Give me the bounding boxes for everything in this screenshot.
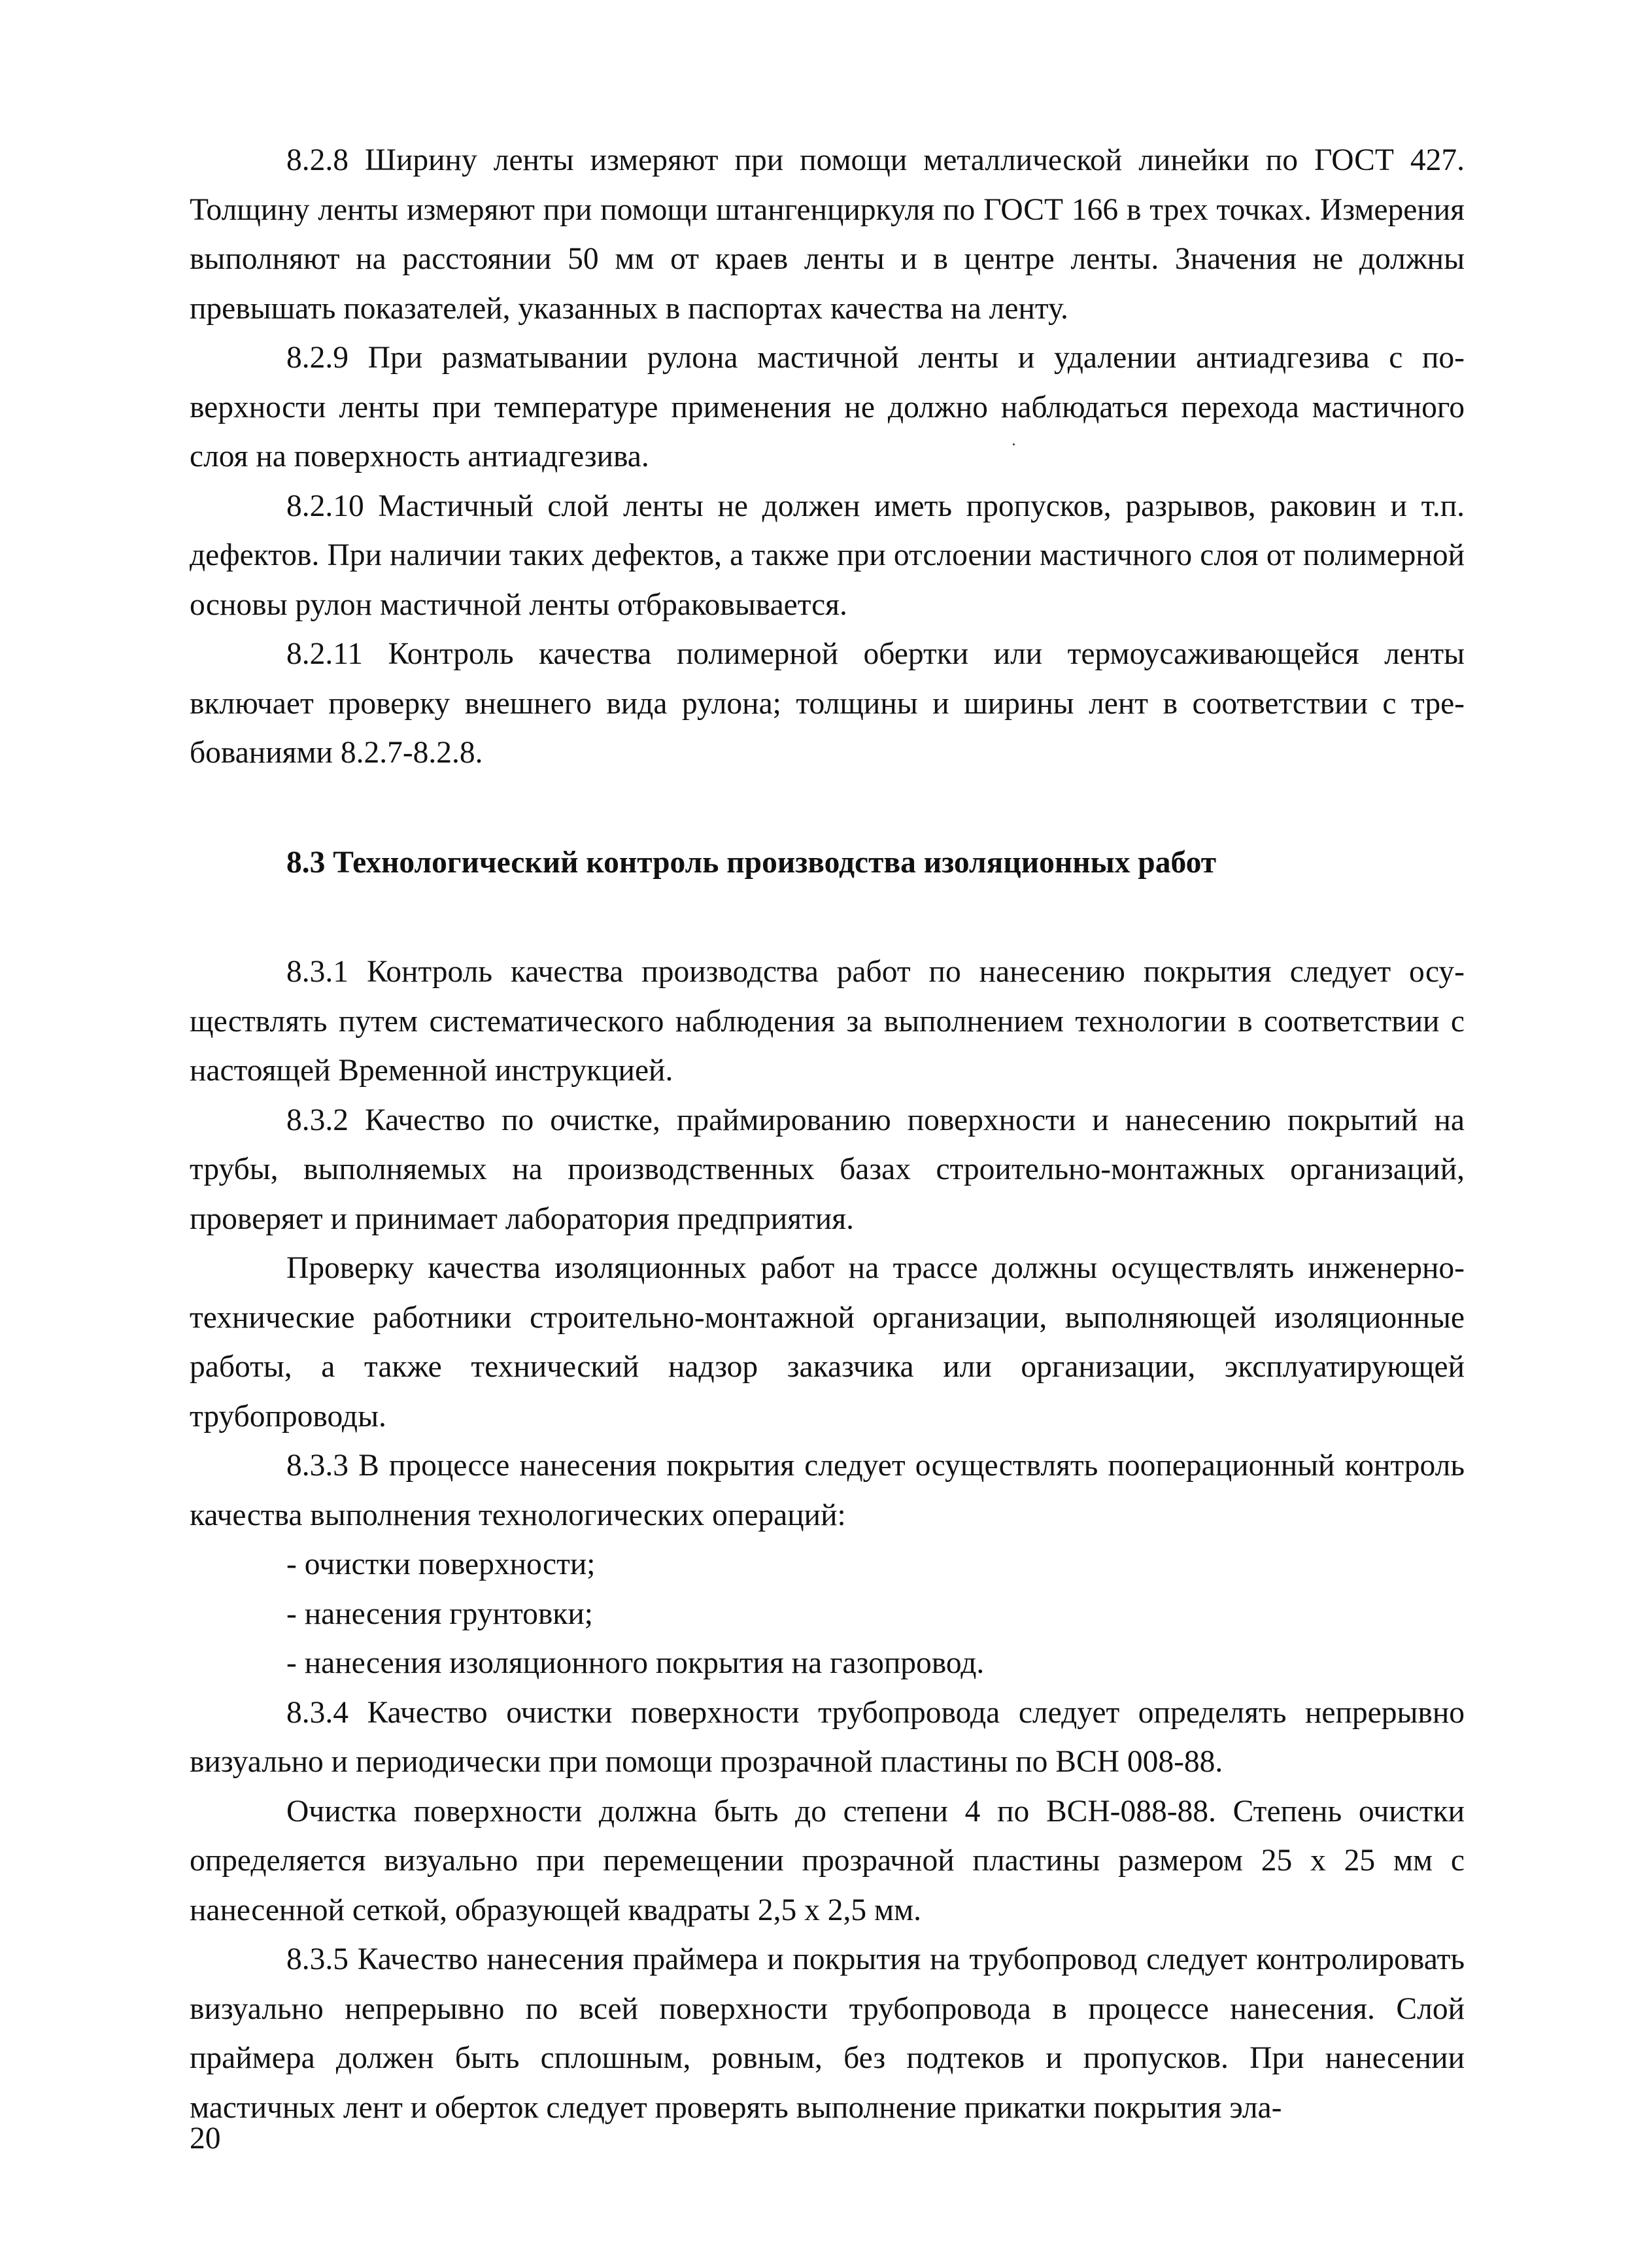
paragraph-cleaning-degree: Очистка поверхности должна быть до степени 4 по ВСН-088-88. Степень очистки определяется визуально при перемещении прозрачной пластины размером 25 х 25 мм с нанесенной сеткой, образующей квадраты 2,5 х 2,5 мм. [190,1794,1465,1927]
list-item: - нанесения грунтовки; [286,1596,593,1631]
paragraph-8-2-10: 8.2.10 Мастичный слой ленты не должен иметь пропусков, разрывов, раковин и т.п. дефектов. При наличии таких дефектов, а также при отслоении мастичного слоя от полимерной основы рулон мастичной ленты отбраковывается. [190,489,1465,622]
paragraph-8-3-1: 8.3.1 Контроль качества производства работ по нанесению покрытия следует осуществлять путем систематического наблюдения за выполнением технологии в соответствии с настоящей Временной инструкцией. [190,955,1465,1088]
list-item: - нанесения изоляционного покрытия на газопровод. [286,1646,985,1680]
paragraph-8-3-4: 8.3.4 Качество очистки поверхности трубопровода следует определять непрерывно визуально и периодически при помощи прозрачной пластины по ВСН 008-88. [190,1695,1465,1779]
paragraph-8-3-2: 8.3.2 Качество по очистке, праймированию поверхности и нанесению покрытий на трубы, выполняемых на производственных базах строительно-монтажных организаций, проверяет и принимает лаборатория предприятия. [190,1103,1465,1236]
paragraph-8-2-11: 8.2.11 Контроль качества полимерной обертки или термоусаживающейся ленты включает проверку внешнего вида рулона; толщины и ширины лент в соответствии с требованиями 8.2.7-8.2.8. [190,637,1465,770]
paragraph-8-2-9: 8.2.9 При разматывании рулона мастичной ленты и удалении антиадгезива с поверхности ленты при температуре применения не должно наблюдаться перехода мастичного слоя на поверхность антиадгезива. [190,341,1465,473]
paragraph-8-3-3: 8.3.3 В процессе нанесения покрытия следует осуществлять пооперационный контроль качества выполнения технологических операций: [190,1449,1465,1532]
scan-speck [1013,443,1015,445]
paragraph-8-3-5: 8.3.5 Качество нанесения праймера и покрытия на трубопровод следует контролировать визуально непрерывно по всей поверхности трубопровода в процессе нанесения. Слой праймера должен быть сплошным, ровным, без подтеков и пропусков. При нанесении мастичных лент и оберток следует проверять выполнение прикатки покрытия эла- [190,1942,1465,2125]
paragraph-8-2-8: 8.2.8 Ширину ленты измеряют при помощи металлической линейки по ГОСТ 427. Толщину ленты измеряют при помощи штангенциркуля по ГОСТ 166 в трех точках. Измерения выполняют на расстоянии 50 мм от краев ленты и в центре ленты. Значения не должны превышать показателей, указанных в паспортах качества на ленту. [190,143,1465,326]
body-text [190,136,1465,2133]
list-item: - очистки поверхности; [286,1547,596,1581]
page-number: 20 [190,2122,221,2156]
section-heading-8-3: 8.3 Технологический контроль производства изоляционных работ [286,845,1217,880]
paragraph-inspection: Проверку качества изоляционных работ на трассе должны осуществлять инженерно-технические работники строительно-монтажной организации, выполняющей изоляционные работы, а также технический надзор заказчика или организации, эксплуатирующей трубопроводы. [190,1251,1465,1434]
